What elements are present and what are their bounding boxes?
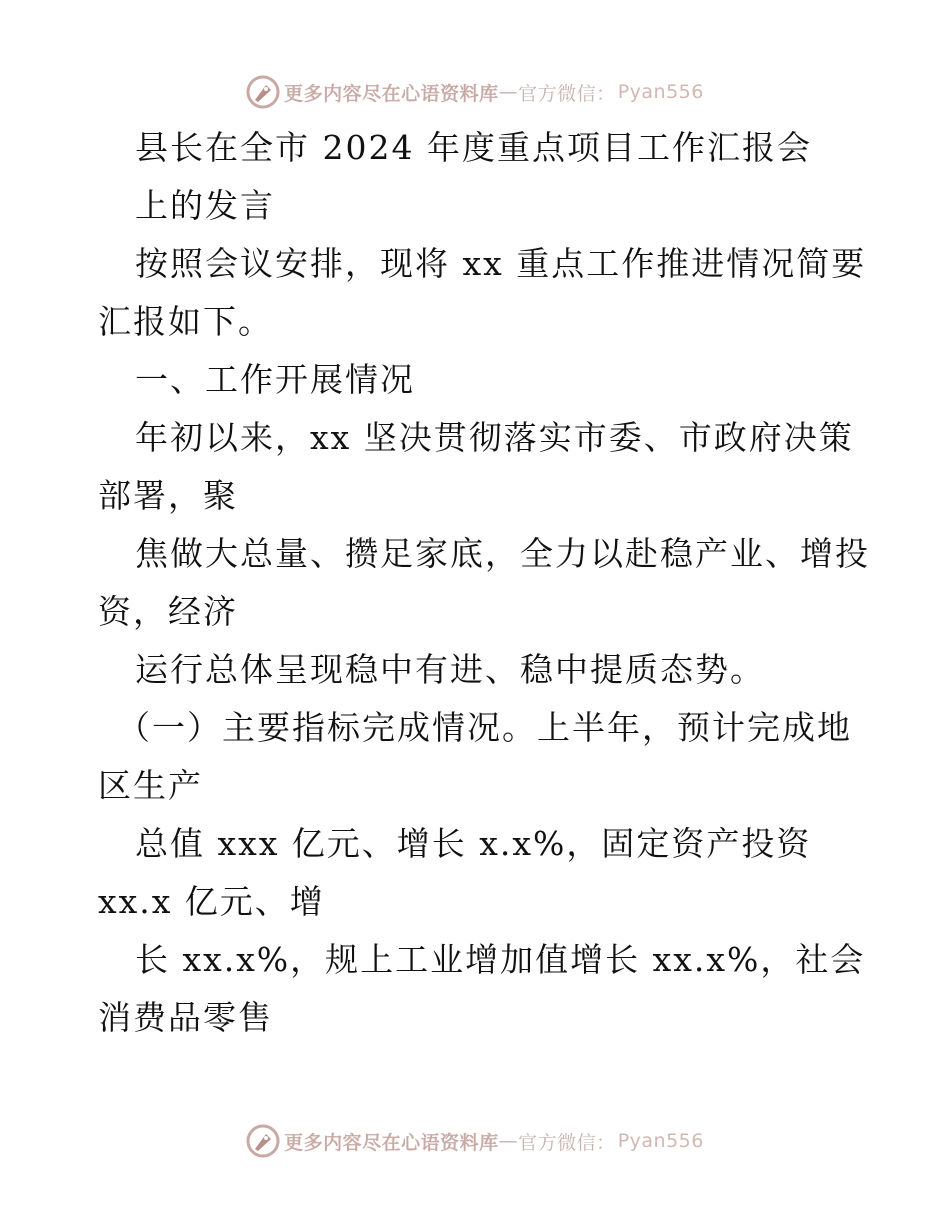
pen-nib-logo-icon [246,75,280,109]
pen-nib-logo-icon [246,1124,280,1158]
watermark-site-text: 更多内容尽在心语资料库 [284,1131,499,1154]
watermark-banner-top [0,72,950,112]
paragraph-line: 按照会议安排，现将 xx 重点工作推进情况简要 [135,244,867,283]
paragraph-line: 区生产 [98,766,203,805]
watermark-banner-bottom [0,1121,950,1161]
watermark-dash: — [498,1130,519,1152]
document-title-line-1: 县长在全市 2024 年度重点项目工作汇报会 [135,128,812,167]
watermark-official-text: 官方微信： [518,1131,616,1154]
paragraph-line: 运行总体呈现稳中有进、稳中提质态势。 [135,650,765,689]
paragraph-line: 长 xx.x%，规上工业增加值增长 xx.x%，社会 [135,940,866,979]
paragraph-line: 资，经济 [98,592,238,631]
watermark-wechat-id: Pyan556 [617,81,704,103]
paragraph-line: xx.x 亿元、增 [98,882,325,921]
paragraph-line: 汇报如下。 [98,302,273,341]
paragraph-line: 年初以来，xx 坚决贯彻落实市委、市政府决策 [135,418,854,457]
watermark-site-text: 更多内容尽在心语资料库 [284,82,499,105]
subsection-heading-line: （一）主要指标完成情况。上半年，预计完成地 [117,708,852,747]
paragraph-line: 焦做大总量、攒足家底，全力以赴稳产业、增投 [135,534,870,573]
paragraph-line: 部署，聚 [98,476,238,515]
paragraph-line: 总值 xxx 亿元、增长 x.x%，固定资产投资 [135,824,812,863]
document-title-line-2: 上的发言 [135,186,275,225]
watermark-official-text: 官方微信： [518,82,616,105]
watermark-dash: — [498,81,519,103]
section-heading: 一、工作开展情况 [135,360,415,399]
paragraph-line: 消费品零售 [98,998,273,1037]
watermark-wechat-id: Pyan556 [617,1130,704,1152]
watermark-text [284,1128,704,1155]
watermark-text [284,79,704,106]
